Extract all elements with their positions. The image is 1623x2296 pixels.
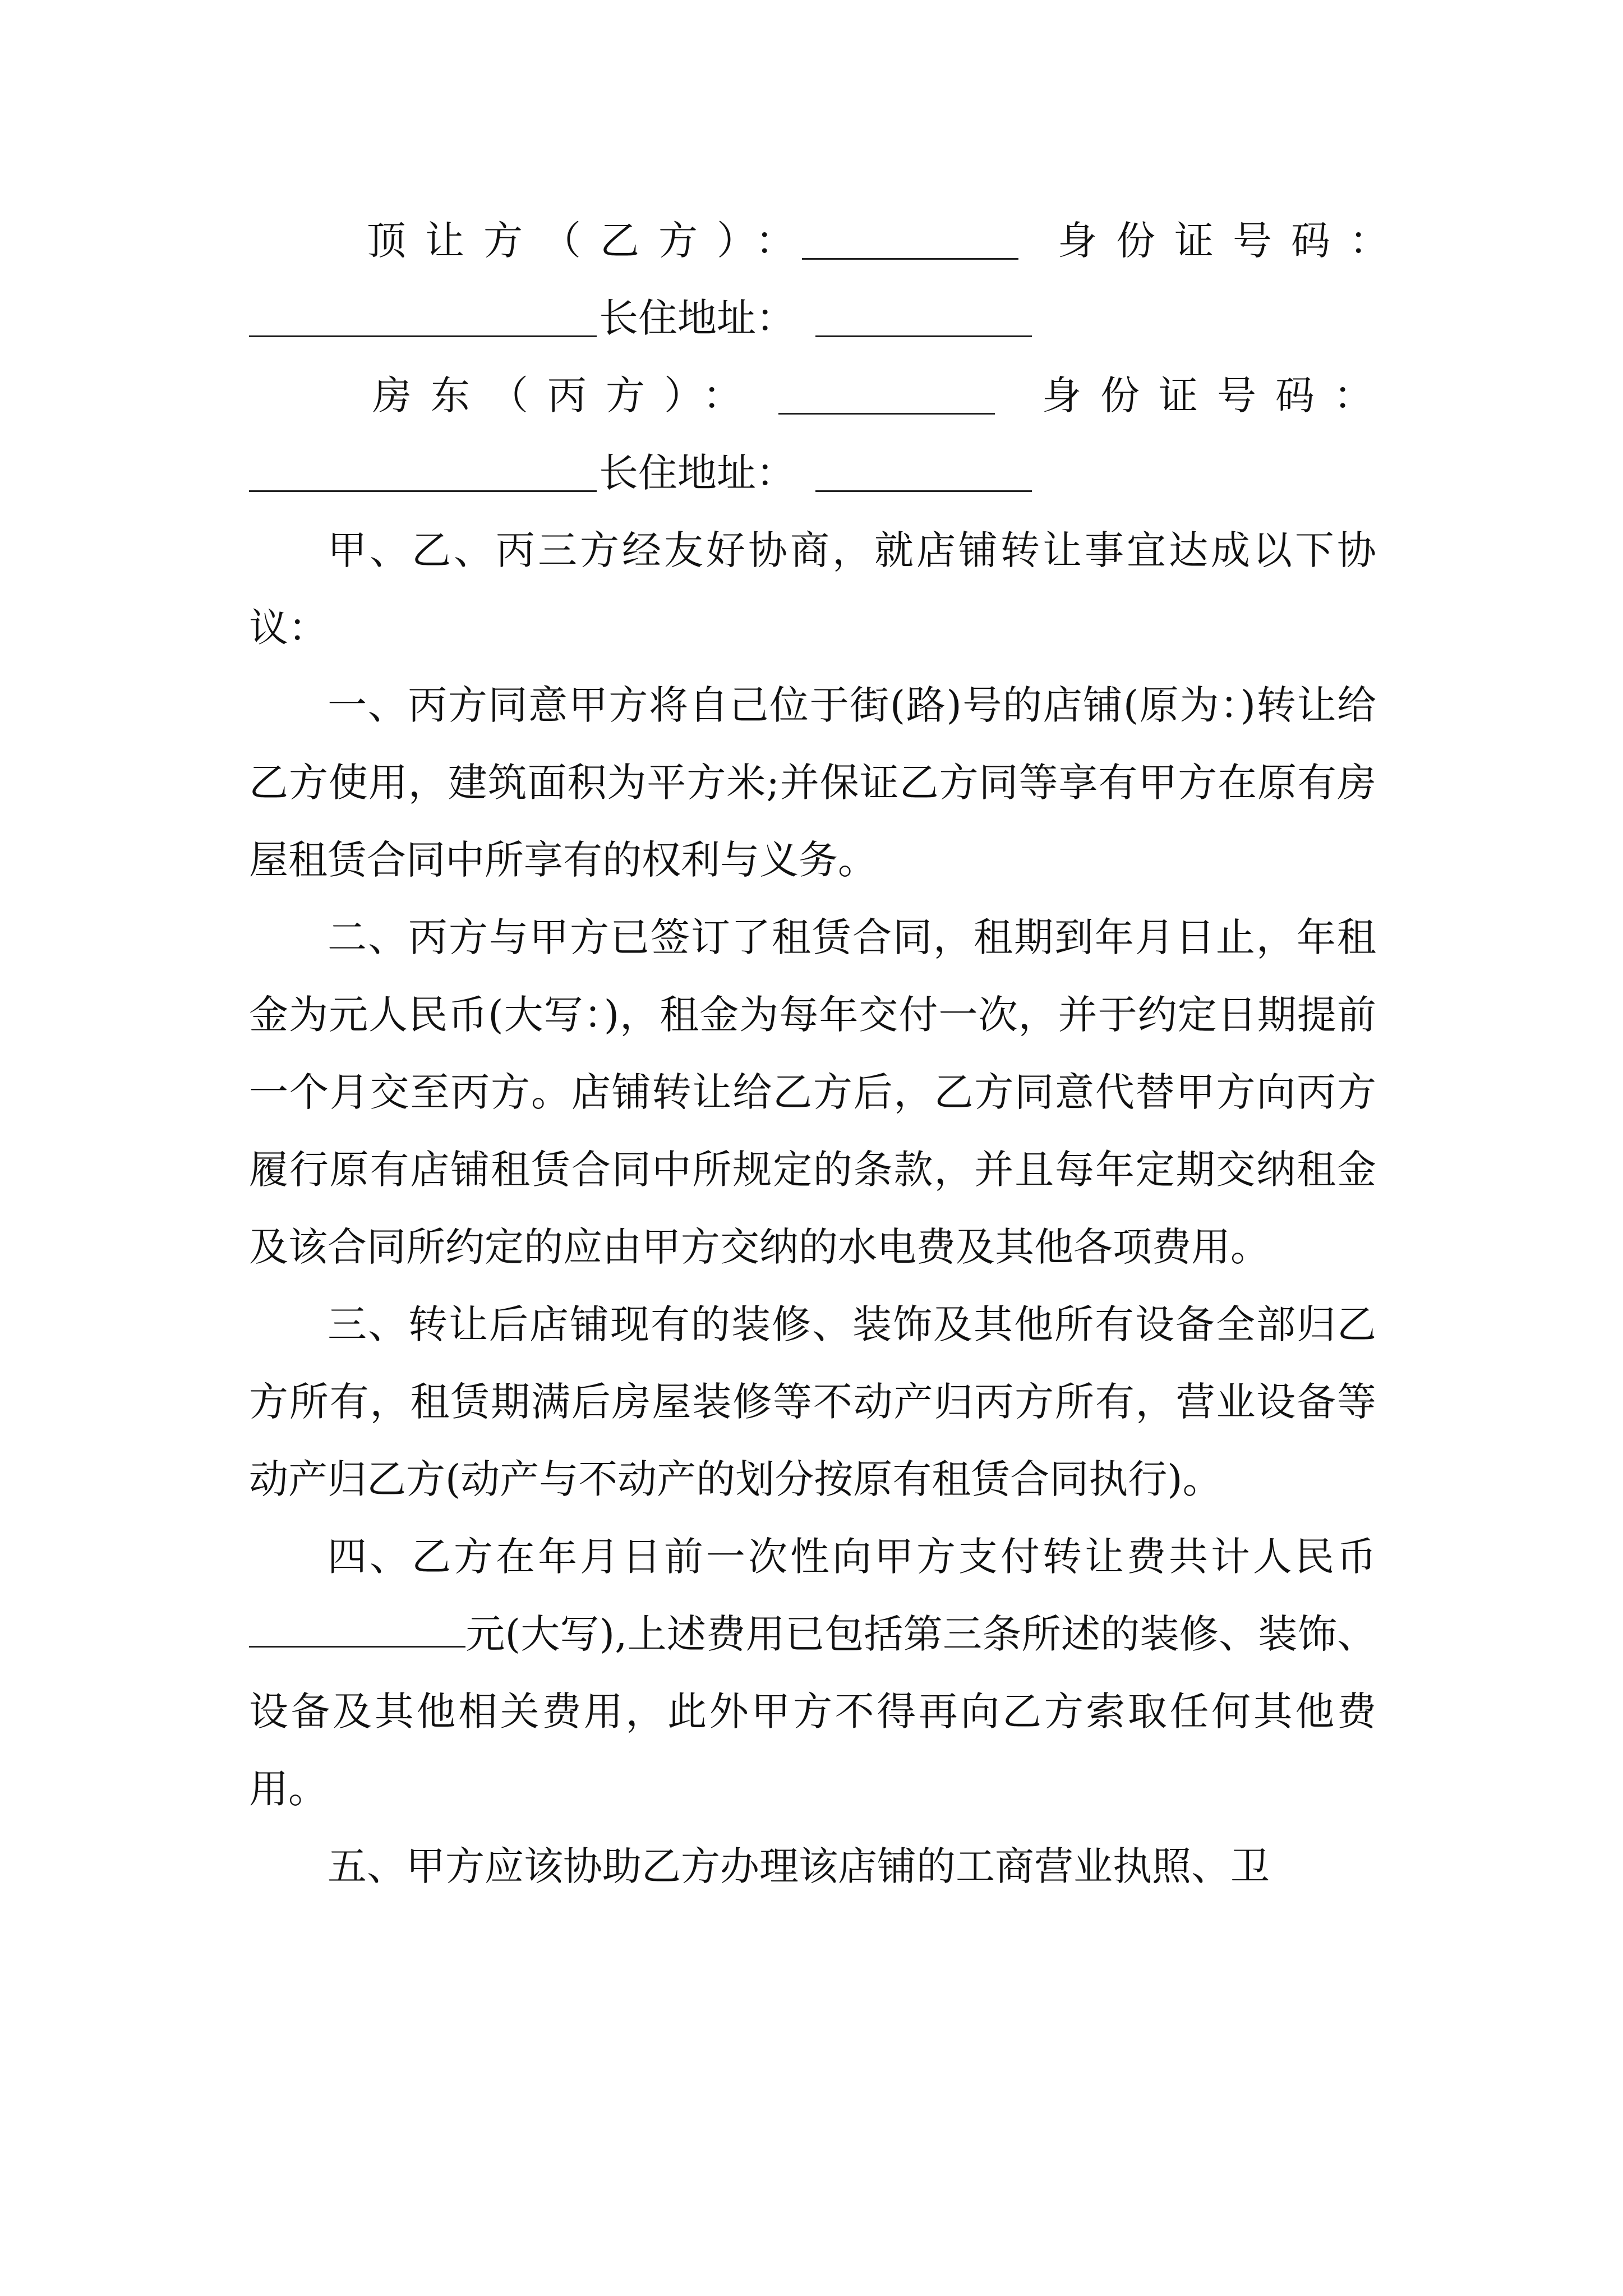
landlord-name-blank[interactable] bbox=[778, 374, 995, 415]
clause-3: 三、转让后店铺现有的装修、装饰及其他所有设备全部归乙方所有，租赁期满后房屋装修等不动产归丙方所有，营业设备等动产归乙方(动产与不动产的划分按原有租赁合同执行)。 bbox=[249, 1301, 1376, 1502]
landlord-id-label: 身份证号码： bbox=[1042, 372, 1392, 418]
transfer-fee-blank[interactable] bbox=[249, 1607, 465, 1648]
landlord-address-row bbox=[249, 434, 1376, 512]
transferee-row bbox=[249, 202, 1408, 279]
transferee-address-blank[interactable] bbox=[815, 296, 1032, 337]
clause-4-post: 元(大写),上述费用已包括第三条所述的装修、装饰、设备及其他相关费用，此外甲方不得再向乙方索取任何其他费用。 bbox=[249, 1611, 1376, 1812]
transferee-id-blank[interactable] bbox=[249, 296, 597, 337]
landlord-address-label: 长住地址： bbox=[599, 450, 795, 496]
clause-1: 一、丙方同意甲方将自己位于街(路)号的店铺(原为：)转让给乙方使用，建筑面积为平方米;并保证乙方同等享有甲方在原有房屋租赁合同中所享有的权利与义务。 bbox=[249, 682, 1376, 883]
clause-4-pre: 四、乙方在年月日前一次性向甲方支付转让费共计人民币 bbox=[328, 1534, 1376, 1580]
transferee-address-label: 长住地址： bbox=[599, 295, 795, 341]
landlord-label: 房东（丙方）： bbox=[372, 372, 761, 418]
landlord-id-blank[interactable] bbox=[249, 451, 597, 492]
clause-5: 五、甲方应该协助乙方办理该店铺的工商营业执照、卫 bbox=[328, 1843, 1270, 1889]
intro-paragraph: 甲、乙、丙三方经友好协商，就店铺转让事宜达成以下协议： bbox=[249, 527, 1376, 651]
contract-body bbox=[249, 202, 1408, 1905]
clause-2: 二、丙方与甲方已签订了租赁合同，租期到年月日止，年租金为元人民币(大写：)，租金为每年交付一次，并于约定日期提前一个月交至丙方。店铺转让给乙方后，乙方同意代替甲方向丙方履行原有店铺租赁合同中所规定的条款，并且每年定期交纳租金及该合同所约定的应由甲方交纳的水电费及其他各项费用。 bbox=[249, 914, 1376, 1270]
transferee-id-label: 身份证号码： bbox=[1058, 218, 1408, 264]
clause-4 bbox=[249, 1518, 1376, 1828]
landlord-address-blank[interactable] bbox=[815, 451, 1032, 492]
landlord-row bbox=[249, 357, 1392, 434]
transferee-label: 顶让方（乙方）： bbox=[367, 218, 814, 264]
transferee-address-row bbox=[249, 279, 1376, 357]
transferee-name-blank[interactable] bbox=[802, 219, 1018, 260]
